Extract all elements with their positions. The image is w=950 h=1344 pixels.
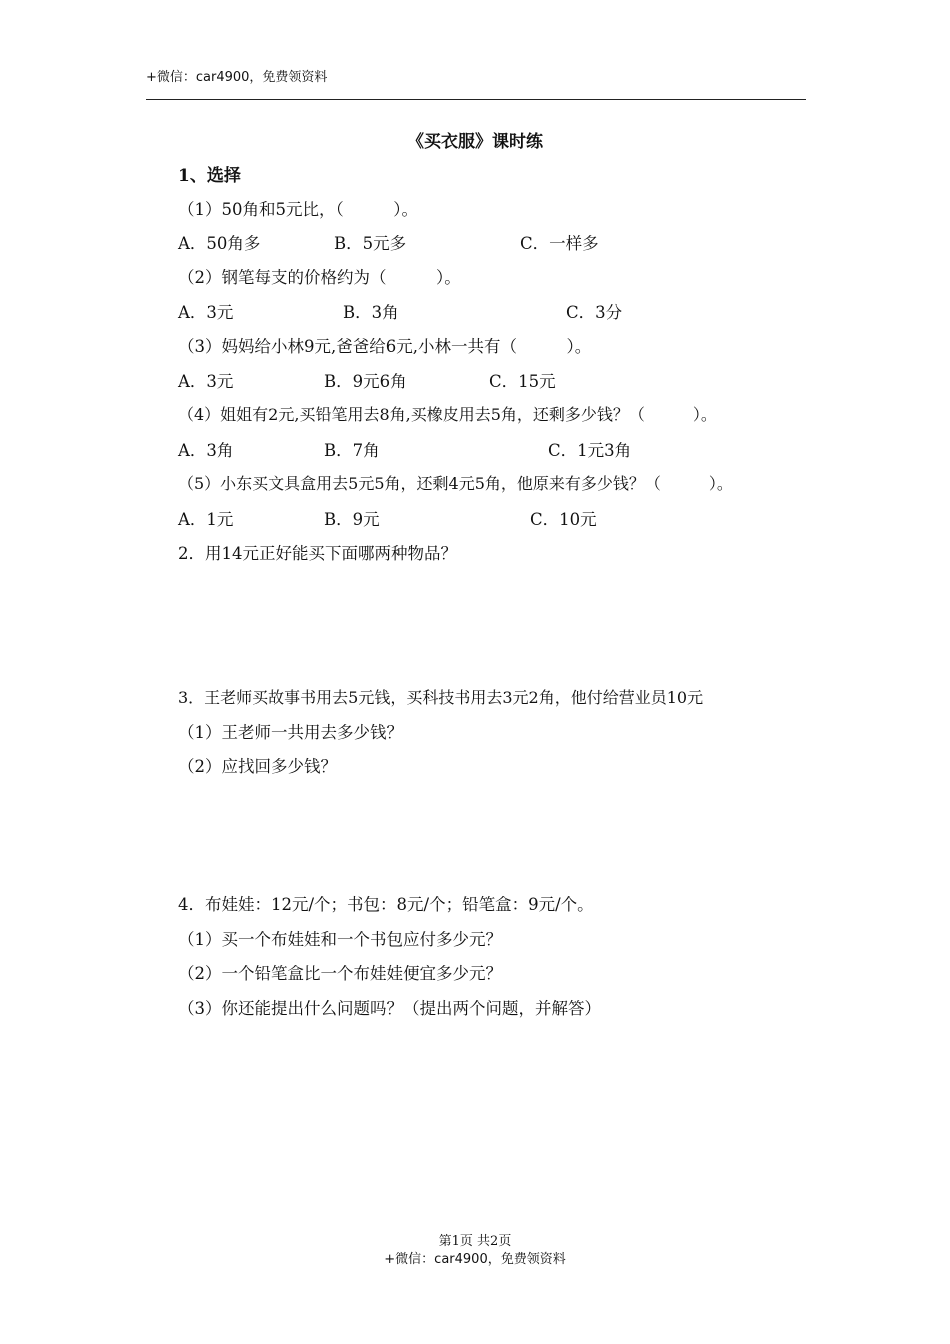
section-4-sub-3: （3）你还能提出什么问题吗？（提出两个问题，并解答） (178, 999, 601, 1018)
page-number: 第1页 共2页 (438, 1234, 512, 1249)
worksheet-title: 《买衣服》课时练 (407, 132, 543, 152)
question-4-stem: （4）姐姐有2元,买铅笔用去8角,买橡皮用去5角，还剩多少钱？（ ）。 (178, 405, 717, 424)
header-divider (146, 99, 806, 100)
section-4-sub-1: （1）买一个布娃娃和一个书包应付多少元？ (178, 930, 502, 949)
section-1-heading: 1、选择 (178, 166, 241, 186)
question-2-option-b: B．3角 (343, 303, 399, 322)
section-2-question: 2．用14元正好能买下面哪两种物品？ (178, 544, 457, 563)
question-5-option-b: B．9元 (324, 510, 380, 529)
header-note: +微信：car4900，免费领资料 (146, 70, 328, 85)
question-4-option-a: A．3角 (178, 441, 234, 460)
section-3-sub-2: （2）应找回多少钱？ (178, 757, 337, 776)
question-3-stem: （3）妈妈给小林9元,爸爸给6元,小林一共有（ ）。 (178, 337, 592, 356)
question-3-option-a: A．3元 (178, 372, 234, 391)
question-1-option-a: A．50角多 (178, 234, 261, 253)
question-5-stem: （5）小东买文具盒用去5元5角，还剩4元5角，他原来有多少钱？（ ）。 (178, 474, 733, 493)
question-4-option-b: B．7角 (324, 441, 380, 460)
section-3-question: 3．王老师买故事书用去5元钱，买科技书用去3元2角，他付给营业员10元 (178, 688, 704, 707)
question-5-option-a: A．1元 (178, 510, 234, 529)
question-2-option-a: A．3元 (178, 303, 234, 322)
question-2-option-c: C．3分 (566, 303, 623, 322)
question-3-option-c: C．15元 (489, 372, 556, 391)
question-1-option-c: C．一样多 (520, 234, 599, 253)
question-5-option-c: C．10元 (530, 510, 597, 529)
section-4-question: 4．布娃娃：12元/个；书包：8元/个；铅笔盒：9元/个。 (178, 895, 594, 914)
question-2-stem: （2）钢笔每支的价格约为（ ）。 (178, 268, 461, 287)
question-1-stem: （1）50角和5元比，（ ）。 (178, 200, 418, 219)
section-3-sub-1: （1）王老师一共用去多少钱？ (178, 723, 403, 742)
question-1-option-b: B．5元多 (334, 234, 407, 253)
footer-note: +微信：car4900，免费领资料 (384, 1252, 566, 1267)
section-4-sub-2: （2）一个铅笔盒比一个布娃娃便宜多少元？ (178, 964, 502, 983)
question-4-option-c: C．1元3角 (548, 441, 632, 460)
question-3-option-b: B．9元6角 (324, 372, 407, 391)
